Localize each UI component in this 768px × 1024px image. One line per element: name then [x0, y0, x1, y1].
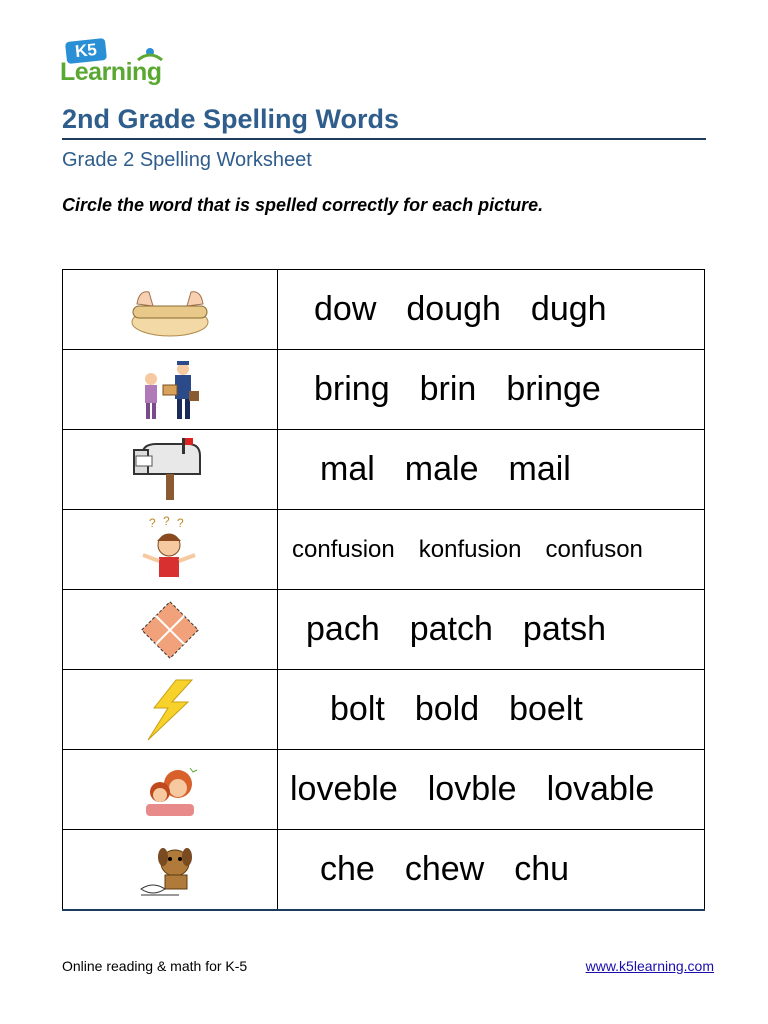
table-row: [63, 670, 705, 750]
title-divider: [62, 138, 706, 140]
word-option[interactable]: lovble: [427, 770, 517, 808]
word-option[interactable]: dough: [406, 290, 501, 328]
logo-badge: K5: [65, 38, 107, 64]
rolling-dough-icon: [125, 280, 215, 340]
word-option[interactable]: mail: [508, 450, 571, 488]
patch-icon: [138, 598, 202, 662]
page-subtitle: Grade 2 Spelling Worksheet: [62, 149, 312, 171]
word-choices: [278, 270, 705, 350]
word-choices: [278, 350, 705, 430]
word-option[interactable]: brin: [419, 370, 477, 408]
picture-cell: [63, 270, 278, 350]
word-option[interactable]: bring: [314, 370, 390, 408]
svg-text:?: ?: [149, 515, 156, 530]
word-option[interactable]: boelt: [509, 690, 583, 728]
svg-text:?: ?: [177, 515, 184, 530]
logo-person-icon: [124, 46, 164, 68]
mother-child-icon: [138, 760, 202, 820]
spelling-table: [62, 269, 705, 911]
word-option[interactable]: patch: [409, 610, 493, 648]
table-row: [63, 750, 705, 830]
page-title: 2nd Grade Spelling Words: [62, 104, 400, 134]
table-row: [63, 350, 705, 430]
k5-learning-logo: [60, 38, 170, 90]
picture-cell: [63, 830, 278, 910]
word-option[interactable]: pach: [306, 610, 380, 648]
word-option[interactable]: confusion: [292, 535, 395, 563]
footer-website-link[interactable]: www.k5learning.com: [585, 958, 714, 974]
mail-carrier-icon: [135, 355, 205, 425]
table-row: [63, 270, 705, 350]
confused-boy-icon: [135, 515, 205, 585]
word-option[interactable]: confuson: [545, 535, 643, 563]
word-option[interactable]: bringe: [506, 370, 601, 408]
word-option[interactable]: lovable: [546, 770, 655, 808]
word-choices: [278, 750, 705, 830]
table-row: [63, 510, 705, 590]
word-option[interactable]: che: [320, 849, 375, 888]
word-option[interactable]: loveble: [290, 770, 398, 808]
table-row: [63, 830, 705, 910]
word-choices: [278, 510, 705, 590]
word-option[interactable]: dugh: [530, 290, 607, 328]
picture-cell: [63, 510, 278, 590]
table-row: [63, 590, 705, 670]
word-option[interactable]: chew: [404, 849, 485, 888]
table-row: [63, 430, 705, 510]
word-option[interactable]: mal: [320, 450, 375, 488]
picture-cell: [63, 350, 278, 430]
word-choices: [278, 590, 705, 670]
footer-tagline: Online reading & math for K-5: [62, 958, 248, 974]
word-choices: [278, 430, 705, 510]
picture-cell: [63, 590, 278, 670]
word-option[interactable]: dow: [314, 290, 377, 328]
word-option[interactable]: male: [404, 450, 479, 488]
word-choices: [278, 670, 705, 750]
word-option[interactable]: bold: [414, 690, 480, 728]
instruction-text: Circle the word that is spelled correctly for each picture.: [62, 195, 544, 215]
picture-cell: [63, 750, 278, 830]
picture-cell: [63, 430, 278, 510]
logo-word: Learning: [60, 58, 162, 86]
dog-chewing-icon: [135, 837, 205, 901]
svg-text:?: ?: [163, 514, 170, 528]
lightning-bolt-icon: [140, 678, 200, 742]
word-option[interactable]: chu: [514, 849, 570, 888]
word-choices: [278, 830, 705, 910]
mailbox-icon: [130, 438, 210, 502]
picture-cell: [63, 670, 278, 750]
word-option[interactable]: konfusion: [418, 535, 522, 563]
word-option[interactable]: bolt: [330, 690, 385, 728]
word-option[interactable]: patsh: [522, 610, 607, 648]
